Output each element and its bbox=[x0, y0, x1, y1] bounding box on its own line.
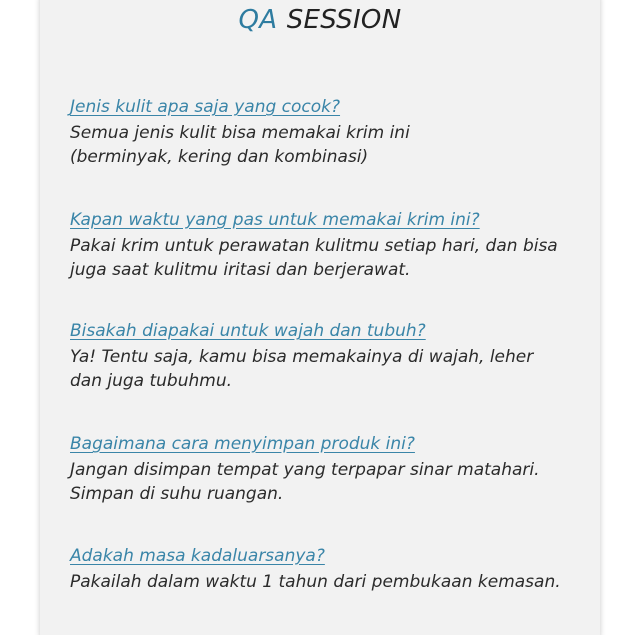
question-skin-type: Jenis kulit apa saja yang cocok? bbox=[70, 97, 341, 117]
answer-expiry: Pakailah dalam waktu 1 tahun dari pembukaan kemasan. bbox=[70, 572, 561, 592]
answer-storage: Jangan disimpan tempat yang terpapar sinar matahari. Simpan di suhu ruangan. bbox=[70, 460, 540, 504]
page-title bbox=[40, 4, 600, 36]
qa-item bbox=[70, 432, 540, 506]
question-usage-time: Kapan waktu yang pas untuk memakai krim ini? bbox=[70, 210, 480, 230]
qa-item bbox=[70, 208, 558, 282]
answer-skin-type: Semua jenis kulit bisa memakai krim ini (berminyak, kering dan kombinasi) bbox=[70, 123, 410, 167]
question-face-body: Bisakah diapakai untuk wajah dan tubuh? bbox=[70, 321, 426, 341]
answer-usage-time: Pakai krim untuk perawatan kulitmu setiap hari, dan bisa juga saat kulitmu iritasi dan berjerawat. bbox=[70, 236, 558, 280]
qa-item bbox=[70, 95, 410, 169]
question-expiry: Adakah masa kadaluarsanya? bbox=[70, 546, 325, 566]
title-session: SESSION bbox=[286, 5, 402, 35]
qa-item bbox=[70, 319, 533, 393]
answer-face-body: Ya! Tentu saja, kamu bisa memakainya di wajah, leher dan juga tubuhmu. bbox=[70, 347, 534, 391]
qa-item bbox=[70, 544, 561, 594]
question-storage: Bagaimana cara menyimpan produk ini? bbox=[70, 434, 415, 454]
title-qa: QA bbox=[238, 5, 278, 35]
